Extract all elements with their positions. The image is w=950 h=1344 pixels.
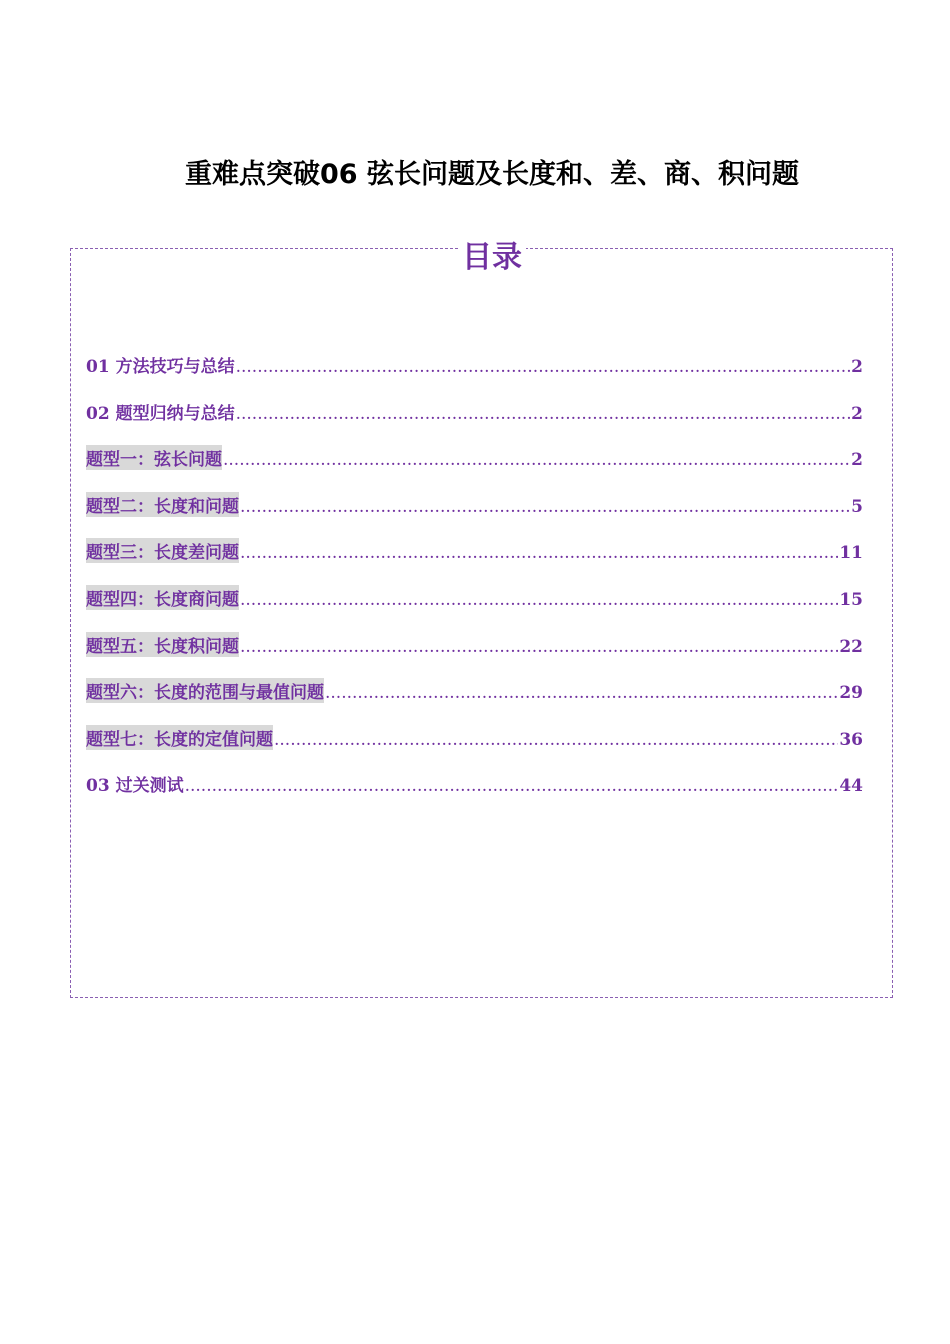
toc-entry-type-summary[interactable] — [86, 399, 863, 446]
toc-entry-label: 题型二：长度和问题 — [86, 492, 239, 517]
toc-entry-label: 题型六：长度的范围与最值问题 — [86, 678, 324, 703]
toc-leader-dots — [240, 637, 838, 657]
toc-leader-dots — [274, 730, 838, 750]
toc-page-number: 5 — [851, 496, 863, 517]
toc-leader-dots — [223, 450, 850, 470]
toc-page-number: 2 — [851, 403, 863, 424]
toc-leader-dots — [325, 683, 838, 703]
toc-leader-dots — [185, 776, 839, 796]
toc-entry-final-test[interactable] — [86, 771, 863, 818]
toc-leader-dots — [236, 404, 851, 424]
toc-entry-type-2[interactable] — [86, 492, 863, 539]
toc-list — [86, 352, 863, 818]
toc-entry-label: 题型一：弦长问题 — [86, 445, 222, 470]
toc-entry-type-4[interactable] — [86, 585, 863, 632]
toc-leader-dots — [236, 357, 851, 377]
toc-heading — [0, 232, 950, 276]
toc-leader-dots — [240, 543, 838, 563]
toc-entry-label: 题型三：长度差问题 — [86, 538, 239, 563]
toc-entry-label: 01 方法技巧与总结 — [86, 357, 235, 377]
toc-page-number: 44 — [839, 776, 863, 797]
toc-entry-method-summary[interactable] — [86, 352, 863, 399]
toc-entry-type-3[interactable] — [86, 538, 863, 585]
toc-page-number: 2 — [851, 450, 863, 471]
toc-leader-dots — [240, 590, 838, 610]
toc-page-number: 29 — [839, 683, 863, 704]
toc-page-number: 11 — [839, 543, 863, 564]
toc-entry-label: 题型四：长度商问题 — [86, 585, 239, 610]
toc-entry-type-6[interactable] — [86, 678, 863, 725]
toc-page-number: 36 — [839, 729, 863, 750]
toc-entry-label: 03 过关测试 — [86, 776, 184, 797]
toc-page-number: 15 — [839, 589, 863, 610]
toc-page-number: 22 — [839, 636, 863, 657]
toc-entry-label: 题型七：长度的定值问题 — [86, 725, 273, 750]
toc-entry-label: 题型五：长度积问题 — [86, 632, 239, 657]
toc-heading-text: 目录 — [458, 240, 526, 275]
document-title: 重难点突破06 弦长问题及长度和、差、商、积问题 — [185, 159, 799, 190]
toc-entry-type-5[interactable] — [86, 632, 863, 679]
toc-leader-dots — [240, 497, 850, 517]
toc-entry-label: 02 题型归纳与总结 — [86, 403, 235, 424]
toc-page-number: 2 — [851, 357, 863, 377]
toc-entry-type-1[interactable] — [86, 445, 863, 492]
toc-entry-type-7[interactable] — [86, 725, 863, 772]
